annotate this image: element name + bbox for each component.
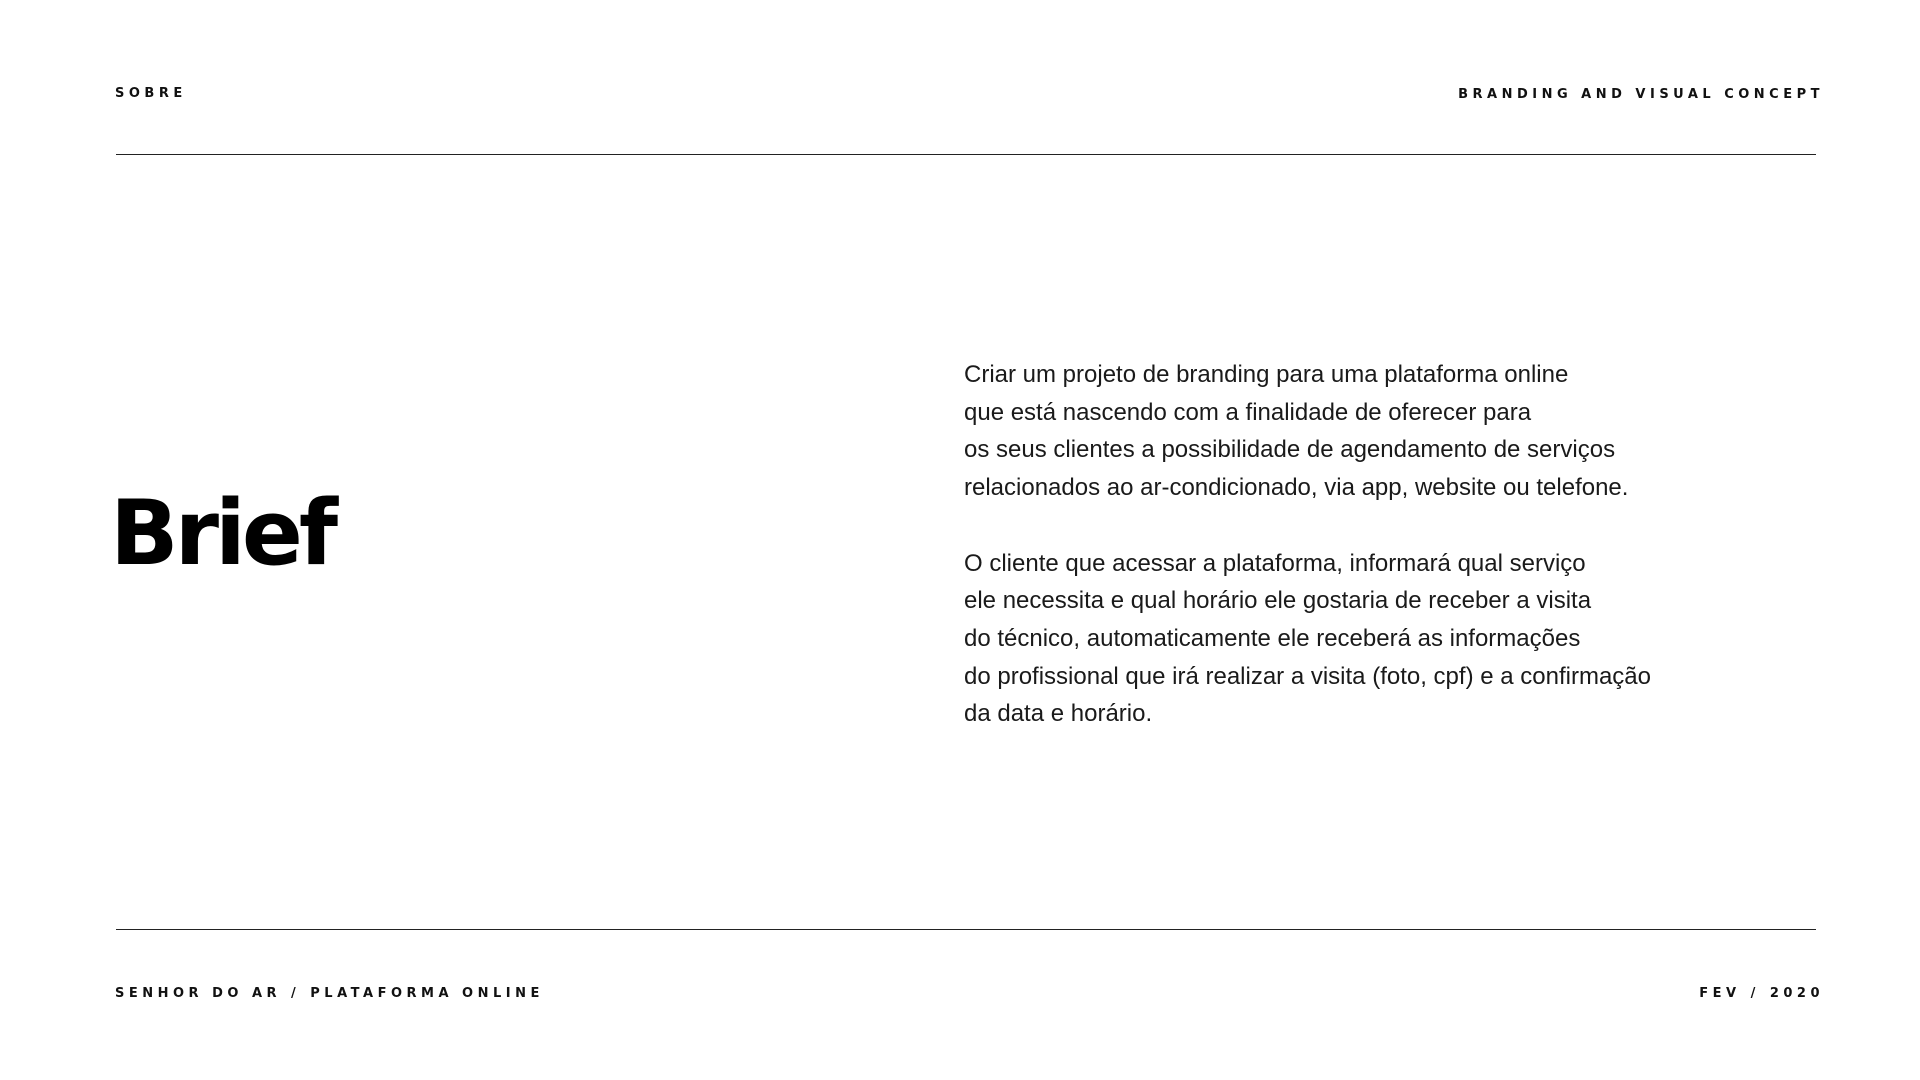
brief-paragraph-2 [964, 545, 1804, 734]
footer-year: 2020 [1769, 986, 1824, 1001]
footer-platform: PLATAFORMA ONLINE [310, 986, 544, 1001]
page-title: Brief [110, 481, 335, 586]
footer-project-info [115, 986, 544, 1002]
footer-date [1699, 986, 1824, 1002]
footer-date-separator: / [1750, 986, 1760, 1001]
footer-client: SENHOR DO AR [115, 986, 282, 1001]
text-line: os seus clientes a possibilidade de agendamento de serviços [964, 436, 1616, 464]
project-label: BRANDING AND VISUAL CONCEPT [1458, 87, 1824, 102]
text-line: O cliente que acessar a plataforma, informará qual serviço [964, 549, 1586, 577]
text-line: do profissional que irá realizar a visita (foto, cpf) e a confirmação [964, 662, 1651, 690]
text-line: da data e horário. [964, 700, 1153, 728]
top-divider [116, 154, 1816, 155]
text-line: relacionados ao ar-condicionado, via app, website ou telefone. [964, 474, 1629, 502]
text-line: que está nascendo com a finalidade de oferecer para [964, 398, 1532, 426]
text-line: ele necessita e qual horário ele gostaria de receber a visita [964, 587, 1592, 615]
brief-paragraph-1 [964, 356, 1804, 507]
text-line: do técnico, automaticamente ele receberá as informações [964, 624, 1581, 652]
section-label: SOBRE [115, 86, 187, 101]
footer-separator: / [291, 986, 301, 1001]
text-line: Criar um projeto de branding para uma plataforma online [964, 361, 1569, 388]
footer-month: FEV [1699, 986, 1741, 1001]
bottom-divider [116, 929, 1816, 930]
brief-body [964, 356, 1804, 733]
